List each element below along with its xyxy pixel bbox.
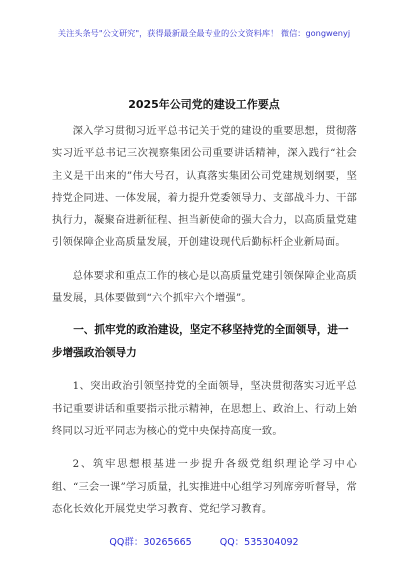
overview-paragraph: 总体要求和重点工作的核心是以高质量党建引领保障企业高质量发展，具体要做到“六个抓牢六个增强”。 [52, 269, 357, 305]
footer-contact [0, 534, 408, 548]
item-2-paragraph: 2、筑牢思想根基进一步提升各级党组织理论学习中心组、“三会一课”学习质量，扎实推进中心组学习列席旁听督导，常态化长效化开展党史学习教育、党纪学习教育。 [52, 458, 357, 515]
item-1-paragraph: 1、突出政治引领坚持党的全面领导，坚决贯彻落实习近平总书记重要讲话和重要指示批示精神，在思想上、政治上、行动上始终同以习近平同志为核心的党中央保持高度一致。 [52, 380, 357, 437]
footer-qq: QQ：535304092 [219, 537, 299, 548]
intro-paragraph: 深入学习贯彻习近平总书记关于党的建设的重要思想，贯彻落实习近平总书记三次视察集团公司重要讲话精神，深入践行“社会主义是干出来的”伟大号召，认真落实集团公司党建规划纲要，坚持党企同进、一体发展，着力提升党委领导力、支部战斗力、干部执行力，凝聚奋进新征程、担当新使命的强大合力，以高质量党建引领保障企业高质量发展，开创建设现代后勤标杆企业新局面。 [52, 125, 357, 249]
header-promo-note: 关注头条号"公文研究"，获得最新最全最专业的公文资料库！ 微信：gongwenyj [57, 28, 351, 38]
document-body [52, 120, 357, 520]
footer-qq-group: QQ群：30265665 [109, 537, 192, 548]
section-1-heading: 一、抓牢党的政治建设，坚定不移坚持党的全面领导，进一步增强政治领导力 [52, 324, 349, 360]
document-title: 2025年公司党的建设工作要点 [128, 98, 280, 111]
